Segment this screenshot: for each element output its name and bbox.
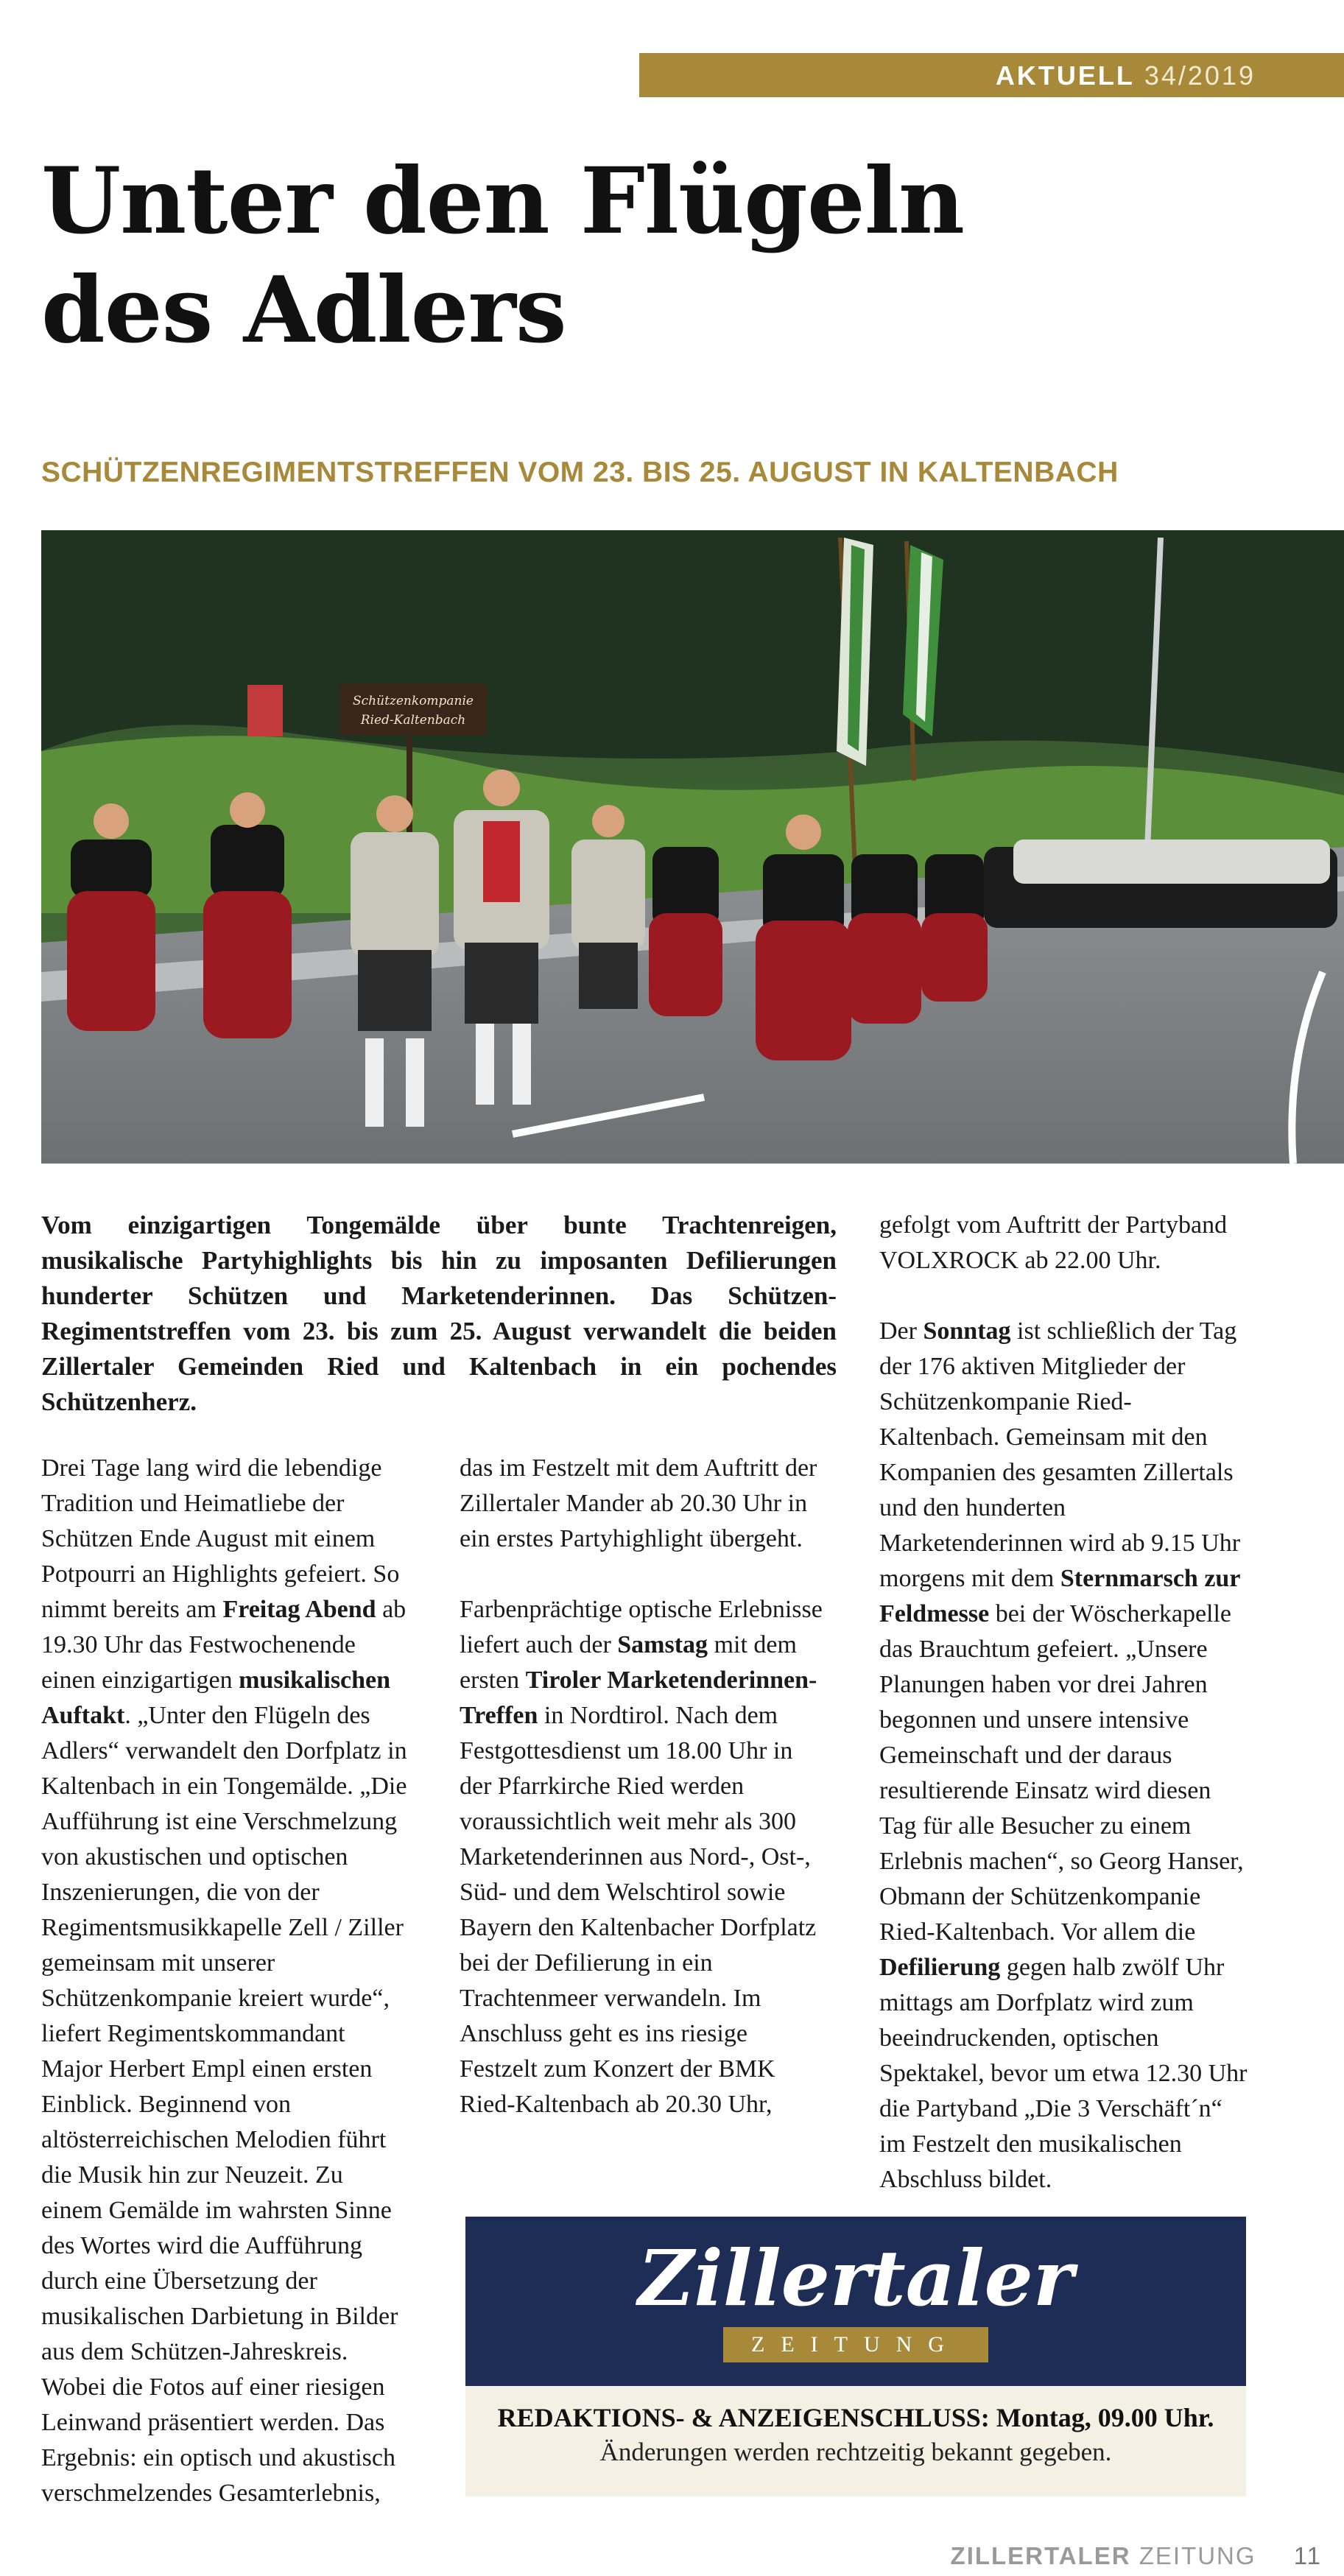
newspaper-ad-box [465, 2217, 1246, 2496]
article-lead: Vom einzigartigen Tongemälde über bunte Trachtenreigen, musikalische Partyhighlights bis hin zu imposanten Defilierungen hunderter Schützen und Marketenderinnen. Das Schützen-Regimentstreffen vom 23. bis zum 25. August verwandelt die beiden Zillertaler Gemeinden Ried und Kaltenbach in ein pochendes Schützenherz. [41, 1211, 837, 1416]
ad-deadline-area [465, 2386, 1246, 2496]
footer-publication-b: ZEITUNG [1139, 2542, 1256, 2569]
page-footer [951, 2542, 1322, 2570]
ad-brand-subtitle: ZEITUNG [723, 2327, 988, 2362]
footer-publication-a: ZILLERTALER [950, 2542, 1131, 2569]
text-column-1 [41, 1451, 409, 2547]
ad-note-text: Änderungen werden rechtzeitig bekannt gegeben. [599, 2438, 1112, 2466]
title-line-1: Unter den Flügeln [41, 148, 965, 255]
emphasis-musical-opening: musikalischen Auftakt [41, 1667, 391, 1729]
section-name: AKTUELL [995, 60, 1135, 91]
emphasis-marketender-meeting: Tiroler Marketenderinnen-Treffen [460, 1667, 817, 1729]
emphasis-star-march: Sternmarsch zur Feldmesse [879, 1565, 1240, 1627]
issue-number: 34/2019 [1144, 60, 1256, 91]
paragraph-saturday-end: gefolgt vom Auftritt der Partyband VOLXROCK ab 22.00 Uhr. [879, 1211, 1228, 1274]
title-line-2: des Adlers [41, 257, 566, 364]
ad-logo-area [465, 2217, 1246, 2386]
parade-photo [41, 530, 1344, 1164]
page-number: 11 [1293, 2542, 1322, 2569]
emphasis-parade: Defilierung [879, 1954, 1001, 1981]
paragraph-friday: Drei Tage lang wird die lebendige Tradition und Heimatliebe der Schützen Ende August mit einem Potpourri an Highlights gefeiert. So nimmt bereits am Freitag Abend ab 19.30 Uhr das Festwochenende einen einzigartigen musikalischen Auftakt. „Unter den Flügeln des Adlers“ verwandelt den Dorfplatz in Kaltenbach in ein Tongemälde. „Die Aufführung ist eine Verschmelzung von akustischen und optischen Inszenierungen, die von der Regimentsmusikkapelle Zell / Ziller gemeinsam mit unserer Schützenkompanie kreiert wurde“, liefert Regimentskommandant Major Herbert Empl einen ersten Einblick. Beginnend von altösterreichischen Melodien führt die Musik hin zur Neuzeit. Zu einem Gemälde im wahrsten Sinne des Wortes wird die Aufführung durch eine Übersetzung der musikalischen Darbietung in Bilder aus dem Schützen-Jahreskreis. Wobei die Fotos auf einer riesigen Leinwand präsentiert werden. Das Ergebnis: ein optisch und akustisch verschmelzendes Gesamterlebnis, [41, 1454, 407, 2507]
photo-sign-line-1: Schützenkompanie [353, 694, 474, 708]
text-column-2 [460, 1451, 828, 2158]
paragraph-sunday: Der Sonntag ist schließlich der Tag der 176 aktiven Mitglieder der Schützenkompanie Ried-Kaltenbach. Gemeinsam mit den Kompanien des gesamten Zillertals und den hunderten Marketenderinnen wird ab 9.15 Uhr morgens mit dem Sternmarsch zur Feldmesse bei der Wöscherkapelle das Brauchtum gefeiert. „Unsere Planungen haben vor drei Jahren begonnen und unsere intensive Gemeinschaft und der daraus resultierende Einsatz wird diesen Tag für alle Besucher zu einem Erlebnis machen“, so Georg Hanser, Obmann der Schützenkompanie Ried-Kaltenbach. Vor allem die Defilierung gegen halb zwölf Uhr mittags am Dorfplatz wird zum beeindruckenden, optischen Spektakel, bevor um etwa 12.30 Uhr die Partyband „Die 3 Verschäft´n“ im Festzelt den musikalischen Abschluss bildet. [879, 1317, 1248, 2193]
paragraph-saturday: Farbenprächtige optische Erlebnisse liefert auch der Samstag mit dem ersten Tiroler Marketenderinnen-Treffen in Nordtirol. Nach dem Festgottesdienst um 18.00 Uhr in der Pfarrkirche Ried werden voraussichtlich weit mehr als 300 Marketenderinnen aus Nord-, Ost-, Süd- und dem Welschtirol sowie Bayern den Kaltenbacher Dorfplatz bei der Defilierung in ein Trachtenmeer verwandeln. Im Anschluss geht es ins riesige Festzelt zum Konzert der BMK Ried-Kaltenbach ab 20.30 Uhr, [460, 1596, 823, 2118]
paragraph-friday-end: das im Festzelt mit dem Auftritt der Zillertaler Mander ab 20.30 Uhr in ein erstes Partyhighlight übergeht. [460, 1454, 817, 1552]
text-column-3 [879, 1208, 1248, 2233]
ad-deadline-text: REDAKTIONS- & ANZEIGENSCHLUSS: Montag, 09.00 Uhr. [497, 2403, 1214, 2432]
ad-brand-logo: Zillertaler [638, 2233, 1074, 2323]
section-header-bar [639, 53, 1344, 97]
section-header [996, 60, 1256, 91]
photo-sign-line-2: Ried-Kaltenbach [360, 713, 466, 728]
article-subtitle: SCHÜTZENREGIMENTSTREFFEN VOM 23. BIS 25. AUGUST IN KALTENBACH [41, 457, 1119, 488]
article-title [41, 147, 1072, 365]
emphasis-sunday: Sonntag [923, 1317, 1011, 1345]
emphasis-saturday: Samstag [617, 1631, 708, 1658]
emphasis-friday: Freitag Abend [222, 1596, 376, 1623]
